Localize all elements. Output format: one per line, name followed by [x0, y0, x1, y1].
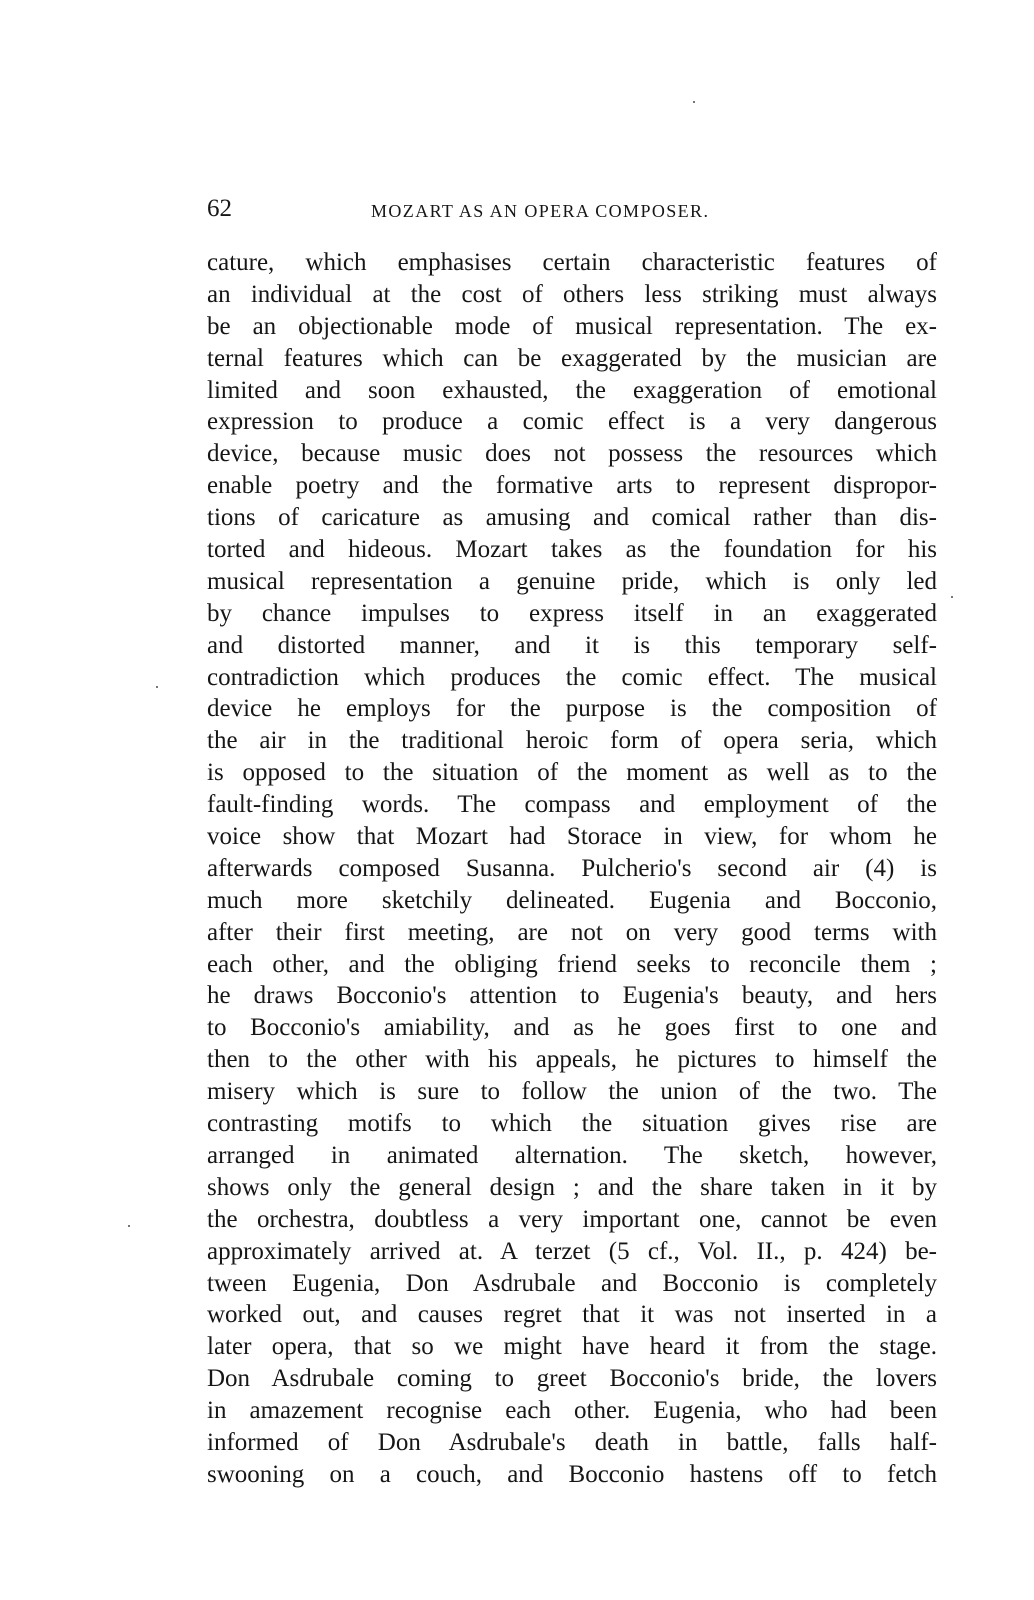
text-line: tween Eugenia, Don Asdrubale and Bocconio is completely — [207, 1269, 937, 1297]
text-line: afterwards composed Susanna. Pulcherio's second air (4) is — [207, 854, 937, 882]
text-line: expression to produce a comic effect is a very dangerous — [207, 408, 937, 436]
text-line: limited and soon exhausted, the exaggeration of emotional — [207, 376, 937, 404]
text-line: shows only the general design ; and the share taken in it by — [207, 1173, 937, 1201]
text-line: cature, which emphasises certain characteristic features of — [207, 249, 937, 276]
text-line: by chance impulses to express itself in an exaggerated — [207, 599, 937, 627]
text-line: after their first meeting, are not on very good terms with — [207, 918, 937, 946]
text-line: he draws Bocconio's attention to Eugenia's beauty, and hers — [207, 982, 937, 1010]
print-speck — [951, 596, 953, 598]
text-line: approximately arrived at. A terzet (5 cf., Vol. II., p. 424) be- — [207, 1237, 937, 1265]
text-line: and distorted manner, and it is this temporary self- — [207, 631, 937, 659]
text-line: enable poetry and the formative arts to represent dispropor- — [207, 472, 937, 500]
text-line: later opera, that so we might have heard it from the stage. — [207, 1333, 937, 1361]
text-line: fault-finding words. The compass and employment of the — [207, 791, 937, 819]
text-line: torted and hideous. Mozart takes as the foundation for his — [207, 536, 937, 564]
text-line: Don Asdrubale coming to greet Bocconio's bride, the lovers — [207, 1365, 937, 1393]
text-line: device he employs for the purpose is the composition of — [207, 695, 937, 723]
text-line: in amazement recognise each other. Eugenia, who had been — [207, 1397, 937, 1425]
running-title: MOZART AS AN OPERA COMPOSER. — [371, 201, 710, 221]
text-line: is opposed to the situation of the moment as well as to the — [207, 759, 937, 787]
text-line: the orchestra, doubtless a very important one, cannot be even — [207, 1205, 937, 1233]
text-line: the air in the traditional heroic form of opera seria, which — [207, 727, 937, 755]
page-number: 62 — [207, 195, 232, 222]
text-line: tions of caricature as amusing and comical rather than dis- — [207, 504, 937, 532]
text-line: worked out, and causes regret that it was not inserted in a — [207, 1301, 937, 1329]
text-line: informed of Don Asdrubale's death in battle, falls half- — [207, 1428, 937, 1456]
text-line: swooning on a couch, and Bocconio hastens off to fetch — [207, 1460, 937, 1488]
text-line: musical representation a genuine pride, which is only led — [207, 567, 937, 595]
text-line: device, because music does not possess the resources which — [207, 440, 937, 468]
text-line: misery which is sure to follow the union of the two. The — [207, 1078, 937, 1106]
text-line: an individual at the cost of others less striking must always — [207, 280, 937, 308]
text-line: contradiction which produces the comic effect. The musical — [207, 663, 937, 691]
print-speck — [128, 1225, 130, 1227]
print-speck — [693, 101, 695, 103]
text-line: arranged in animated alternation. The sketch, however, — [207, 1141, 937, 1169]
text-line: then to the other with his appeals, he pictures to himself the — [207, 1046, 937, 1074]
text-line: much more sketchily delineated. Eugenia and Bocconio, — [207, 886, 937, 914]
text-line: each other, and the obliging friend seeks to reconcile them ; — [207, 950, 937, 978]
text-line: to Bocconio's amiability, and as he goes first to one and — [207, 1014, 937, 1042]
text-line: ternal features which can be exaggerated by the musician are — [207, 344, 937, 372]
text-line: be an objectionable mode of musical representation. The ex- — [207, 312, 937, 340]
text-line: voice show that Mozart had Storace in view, for whom he — [207, 823, 937, 851]
body-text — [207, 247, 937, 1491]
text-line: contrasting motifs to which the situation gives rise are — [207, 1110, 937, 1138]
print-speck — [156, 686, 158, 688]
page-header — [207, 194, 937, 228]
